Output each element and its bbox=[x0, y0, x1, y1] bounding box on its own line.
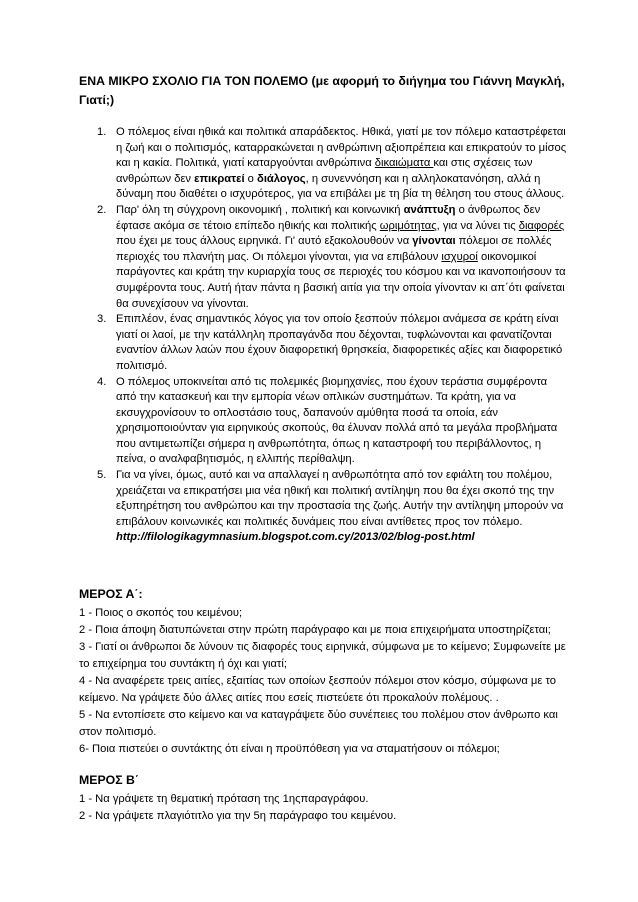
question: 3 - Γιατί οι άνθρωποι δε λύνουν τις διαφορές τους ειρηνικά, σύμφωνα με το κείμενο; Συμφωνείτε με το επιχείρημα του συντάκτη ή όχι και γιατί; bbox=[79, 641, 566, 670]
item-text: πόλεμοι σε πολλές περιοχές του πλανήτη μας. Οι πόλεμοι γίνονται, για να επιβάλουν bbox=[116, 235, 552, 263]
item-number: 1 . bbox=[97, 125, 106, 141]
question: 1 - Ποιος ο σκοπός του κειμένου; bbox=[79, 607, 243, 619]
underlined-word: διαφορές bbox=[518, 219, 565, 232]
item-number: 2 . bbox=[97, 203, 106, 219]
item-text: , η συνεννόηση και η αλληλοκατανόηση, αλλά η δύναμη που διαθέτει ο ισχυρότερος, για να επιβάλει με τη βία τη θέληση του στους άλλους. bbox=[116, 172, 565, 201]
document-title: ΕΝΑ ΜΙΚΡΟ ΣΧΟΛΙΟ ΓΙΑ ΤΟΝ ΠΟΛΕΜΟ (με αφορμή το διήγημα του Γιάννη Μαγκλή, Γιατί;) bbox=[79, 74, 565, 107]
underlined-word: ισχυροί bbox=[441, 250, 478, 263]
item-text: οικονομικοί παράγοντες και κράτη την κυριαρχία τους σε περιοχές του κόσμου και να ικανοποιήσουν τα συμφέροντα τους. Αυτή ήταν πάντα η βασική αιτία για την οποία γίνονταν κι απ΄ότι φαίνεται θα συνεχίσουν να γίνονται. bbox=[116, 250, 566, 310]
underlined-word: δικαιώματα bbox=[374, 157, 434, 170]
item-text: Ο πόλεμος είναι ηθικά και πολιτικά απαράδεκτος. Ηθικά, γιατί με τον πόλεμο καταστρέφεται η ζωή και ο πολιτισμός, καταρρακώνεται η ανθρώπινη αξιοπρέπεια και επικρατούν το μίσος και η κακία. Πολιτικά, γιατί καταργούνται ανθρώπινα bbox=[116, 126, 567, 170]
question: 4 - Να αναφέρετε τρεις αιτίες, εξαιτίας των οποίων ξεσπούν πόλεμοι στον κόσμο, σύμφωνα με το κείμενο. Να γράψετε δύο άλλες αιτίες που εσείς πιστεύετε ότι προκαλούν πολέμους. . bbox=[79, 675, 556, 704]
bold-word: επικρατεί bbox=[194, 172, 245, 185]
question: 2 - Να γράψετε πλαγιότιτλο για την 5η παράγραφο του κειμένου. bbox=[79, 810, 397, 822]
part-a-section bbox=[79, 585, 569, 758]
item-text: και στις σχέσεις των ανθρώπων δεν bbox=[116, 157, 533, 185]
essay-list bbox=[79, 125, 569, 546]
list-item bbox=[79, 203, 569, 312]
part-b-heading: ΜΕΡΟΣ Β΄ bbox=[79, 773, 139, 787]
item-text: ο bbox=[244, 172, 258, 185]
item-text: Επιπλέον, ένας σημαντικός λόγος για τον οποίο ξεσπούν πόλεμοι ανάμεσα σε κράτη είναι γιατί οι λαοί, με την κατάλληλη προπαγάνδα που δέχονται, τυφλώνονται και φανατίζονται εναντίον άλλων λαών που έχουν διαφορετική θρησκεία, διαφορετικές αξίες και διαφορετικό πολιτισμό. bbox=[116, 313, 563, 372]
question: 1 - Να γράψετε τη θεματική πρόταση της 1ηςπαραγράφου. bbox=[79, 793, 369, 805]
question: 5 - Να εντοπίσετε στο κείμενο και να καταγράψετε δύο συνέπειες του πολέμου στον άνθρωπο και στον πολιτισμό. bbox=[79, 709, 558, 738]
bold-word: γίνονται bbox=[412, 235, 456, 248]
item-number: 3 . bbox=[97, 312, 106, 328]
item-text: , για να λύνει τις bbox=[436, 219, 519, 232]
item-number: 4 . bbox=[97, 375, 106, 391]
item-text: που έχει με τους άλλους ειρηνικά. Γι' αυτό εξακολουθούν να bbox=[116, 235, 413, 248]
item-text: ο άνθρωπος δεν έφτασε ακόμα σε τέτοιο επίπεδο ηθικής και πολιτικής bbox=[116, 203, 541, 232]
part-b-section bbox=[79, 771, 569, 825]
item-number: 5 . bbox=[97, 468, 106, 484]
list-item bbox=[79, 375, 569, 469]
question: 6- Ποια πιστεύει ο συντάκτης ότι είναι η προϋπόθεση για να σταματήσουν οι πόλεμοι; bbox=[79, 743, 500, 755]
item-text: Παρ' όλη τη σύγχρονη οικονομική , πολιτική και κοινωνική bbox=[116, 203, 404, 216]
bold-word: διάλογος bbox=[257, 172, 306, 185]
list-item bbox=[79, 125, 569, 203]
source-url: http://filologikagymnasium.blogspot.com.cy/2013/02/blog-post.html bbox=[116, 531, 475, 544]
list-item bbox=[79, 312, 569, 374]
part-a-heading: ΜΕΡΟΣ Α΄: bbox=[79, 587, 143, 601]
item-text: Για να γίνει, όμως, αυτό και να απαλλαγεί η ανθρωπότητα από τον εφιάλτη του πολέμου, χρειάζεται να επικρατήσει μια νέα ηθική και πολιτική αντίληψη που θα έχει σκοπό της την εξυπηρέτηση του ανθρώπου και την προστασία της ζωής. Αυτήν την αντίληψη μπορούν να επιβάλουν κοινωνικές και πολιτικές δυνάμεις που είναι αντίθετες προς τον πόλεμο. bbox=[116, 469, 564, 528]
list-item bbox=[79, 468, 569, 546]
underlined-word: ωριμότητας bbox=[379, 219, 437, 232]
bold-word: ανάπτυξη bbox=[403, 203, 456, 216]
question: 2 - Ποια άποψη διατυπώνεται στην πρώτη παράγραφο και με ποια επιχειρήματα υποστηρίζεται; bbox=[79, 624, 551, 636]
item-text: Ο πόλεμος υποκινείται από τις πολεμικές βιομηχανίες, που έχουν τεράστια συμφέροντα από την κατασκευή και την εμπορία νέων οπλικών συστημάτων. Τα κράτη, για να εκσυγχρονίσουν το οπλοστάσιο τους, δαπανούν αμύθητα ποσά τα οποία, εάν χρησιμοποιούνταν για ειρηνικούς σκοπούς, θα έλυναν πολλά από τα μεγάλα προβλήματα που αντιμετωπίζει σήμερα η ανθρωπότητα, όπως η καταστροφή του περιβάλλοντος, η πείνα, ο αναλφαβητισμός, η ελλιπής περίθαλψη. bbox=[116, 375, 558, 466]
